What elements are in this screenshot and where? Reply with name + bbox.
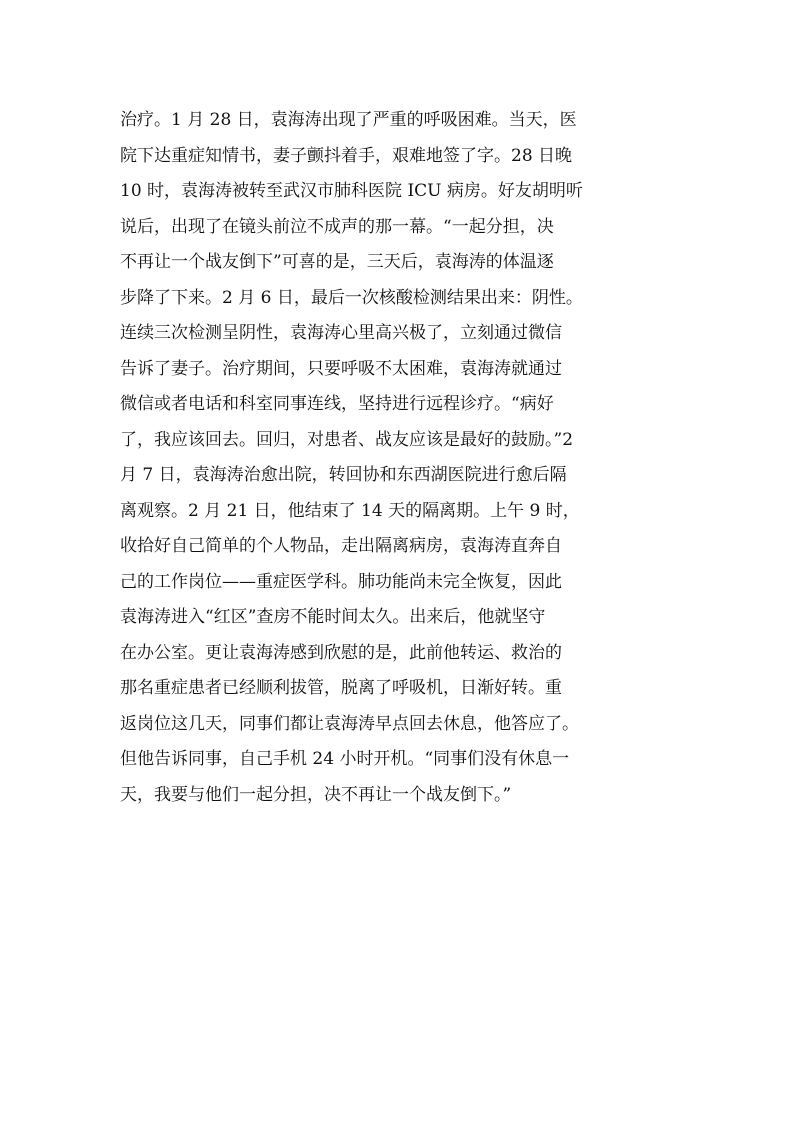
text-line-14: 己的工作岗位——重症医学科。肺功能尚未完全恢复，因此 xyxy=(120,571,562,592)
text-line-1: 治疗。1 月 28 日，袁海涛出现了严重的呼吸困难。当天，医 xyxy=(120,110,577,130)
text-line-7: 连续三次检测呈阴性，袁海涛心里高兴极了，立刻通过微信 xyxy=(120,323,562,343)
text-line-13: 收拾好自己简单的个人物品，走出隔离病房，袁海涛直奔自 xyxy=(120,536,562,556)
body-text xyxy=(120,103,690,813)
text-line-10: 了，我应该回去。回归，对患者、战友应该是最好的鼓励。”2 xyxy=(120,429,574,450)
text-line-16: 在办公室。更让袁海涛感到欣慰的是，此前他转运、救治的 xyxy=(120,642,562,663)
text-line-4: 说后，出现了在镜头前泣不成声的那一幕。“一起分担，决 xyxy=(120,216,554,237)
text-line-12: 离观察。2 月 21 日，他结束了 14 天的隔离期。上午 9 时， xyxy=(120,500,580,521)
text-line-3: 10 时，袁海涛被转至武汉市肺科医院 ICU 病房。好友胡明听 xyxy=(120,181,583,201)
text-line-20: 天，我要与他们一起分担，决不再让一个战友倒下。” xyxy=(120,784,512,805)
text-line-9: 微信或者电话和科室同事连线，坚持进行远程诊疗。“病好 xyxy=(120,394,554,414)
text-line-18: 返岗位这几天，同事们都让袁海涛早点回去休息，他答应了。 xyxy=(120,713,579,734)
text-line-19: 但他告诉同事，自己手机 24 小时开机。“同事们没有休息一 xyxy=(120,749,570,769)
text-line-8: 告诉了妻子。治疗期间，只要呼吸不太困难，袁海涛就通过 xyxy=(120,358,562,379)
text-line-11: 月 7 日，袁海涛治愈出院，转回协和东西湖医院进行愈后隔 xyxy=(120,465,567,485)
text-line-17: 那名重症患者已经顺利拔管，脱离了呼吸机，日渐好转。重 xyxy=(120,678,562,698)
text-line-2: 院下达重症知情书，妻子颤抖着手，艰难地签了字。28 日晚 xyxy=(120,145,573,166)
text-line-5: 不再让一个战友倒下”可喜的是，三天后，袁海涛的体温逐 xyxy=(120,252,554,272)
text-line-6: 步降了下来。2 月 6 日，最后一次核酸检测结果出来：阴性。 xyxy=(120,287,583,308)
text-line-15: 袁海涛进入“红区”查房不能时间太久。出来后，他就坚守 xyxy=(120,607,546,627)
